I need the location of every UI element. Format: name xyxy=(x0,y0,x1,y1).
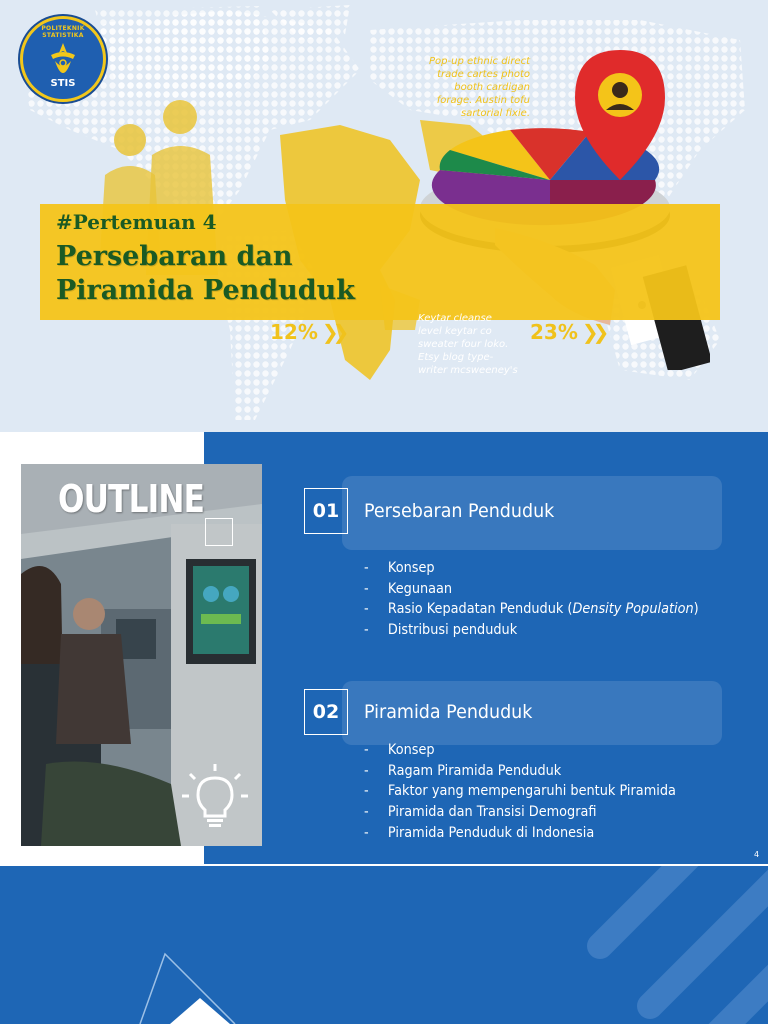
list-item-text: Konsep xyxy=(387,742,435,758)
list-item-text: Ragam Piramida Penduduk xyxy=(387,762,562,779)
bullet: - xyxy=(364,783,369,800)
list-item xyxy=(364,781,676,802)
decorative-line: Keytar cleanse xyxy=(418,313,492,324)
page-number: 4 xyxy=(754,850,760,859)
list-item xyxy=(364,558,699,579)
decorative-line: writer mcsweeney's xyxy=(418,365,518,376)
bullet: - xyxy=(364,601,369,618)
decorative-line: sartorial fixie. xyxy=(461,108,530,119)
stis-logo xyxy=(20,16,106,102)
bullet: - xyxy=(364,804,369,821)
list-item-close: ) xyxy=(693,601,699,618)
percent-left-value: 12% xyxy=(270,320,318,344)
section-1-list xyxy=(364,558,728,641)
decorative-line: trade cartes photo xyxy=(437,69,530,80)
logo-name: STIS xyxy=(50,78,76,89)
decorative-text-top xyxy=(420,55,530,120)
meeting-subtitle: #Pertemuan 4 xyxy=(56,210,217,234)
bullet: - xyxy=(364,762,369,779)
decorative-square xyxy=(205,518,233,546)
bullet: - xyxy=(364,824,369,841)
decorative-line: Etsy blog type- xyxy=(418,352,494,363)
outline-title: OUTLINE xyxy=(58,477,205,521)
section-2-number: 02 xyxy=(304,689,348,735)
decorative-text-bottom xyxy=(418,312,528,377)
decorative-line: booth cardigan xyxy=(454,82,530,93)
bullet: - xyxy=(364,622,369,639)
list-item-text: Kegunaan xyxy=(387,580,453,597)
list-item-text: Faktor yang mempengaruhi bentuk Piramida xyxy=(387,783,676,800)
title-line-1: Persebaran dan xyxy=(56,241,293,272)
list-item xyxy=(364,579,699,600)
section-1-title: Persebaran Penduduk xyxy=(364,500,555,522)
title-line-2: Piramida Penduduk xyxy=(56,275,355,306)
percent-right-value: 23% xyxy=(530,320,578,344)
decorative-line: sweater four loko. xyxy=(418,339,509,350)
title-slide xyxy=(0,0,768,432)
decorative-line: Pop-up ethnic direct xyxy=(429,56,530,67)
list-item-text: Distribusi penduduk xyxy=(387,622,518,639)
list-item xyxy=(364,802,676,823)
bullet: - xyxy=(364,560,369,576)
lightbulb-icon xyxy=(180,762,250,832)
slide-title xyxy=(56,240,355,308)
percent-right xyxy=(530,320,603,344)
section-1-number: 01 xyxy=(304,488,348,534)
list-item xyxy=(364,740,676,761)
stis-emblem-icon xyxy=(45,41,81,75)
chevron-right-icon: ❯❯ xyxy=(581,320,604,344)
list-item-text: Rasio Kepadatan Penduduk ( xyxy=(387,601,573,618)
list-item xyxy=(364,823,676,844)
list-item-text: Piramida dan Transisi Demografi xyxy=(387,804,597,821)
percent-left xyxy=(270,320,343,344)
list-item-italic: Density Population xyxy=(572,601,694,618)
next-slide-partial xyxy=(0,866,768,1024)
section-2-title: Piramida Penduduk xyxy=(364,701,533,723)
chevron-right-icon: ❯❯ xyxy=(321,320,344,344)
bullet: - xyxy=(364,580,369,597)
list-item-text: Piramida Penduduk di Indonesia xyxy=(387,824,595,841)
bullet: - xyxy=(364,742,369,758)
list-item xyxy=(364,761,676,782)
decorative-line: forage. Austin tofu xyxy=(436,95,530,106)
logo-arc-text: POLITEKNIK STATISTIKA xyxy=(41,25,85,39)
list-item xyxy=(364,599,699,620)
list-item-text: Konsep xyxy=(387,560,435,576)
outline-slide xyxy=(0,432,768,864)
section-2-list xyxy=(364,740,703,844)
decorative-line: level keytar co xyxy=(418,326,492,337)
diagonal-stripes-decoration xyxy=(0,866,768,1024)
list-item xyxy=(364,620,699,641)
